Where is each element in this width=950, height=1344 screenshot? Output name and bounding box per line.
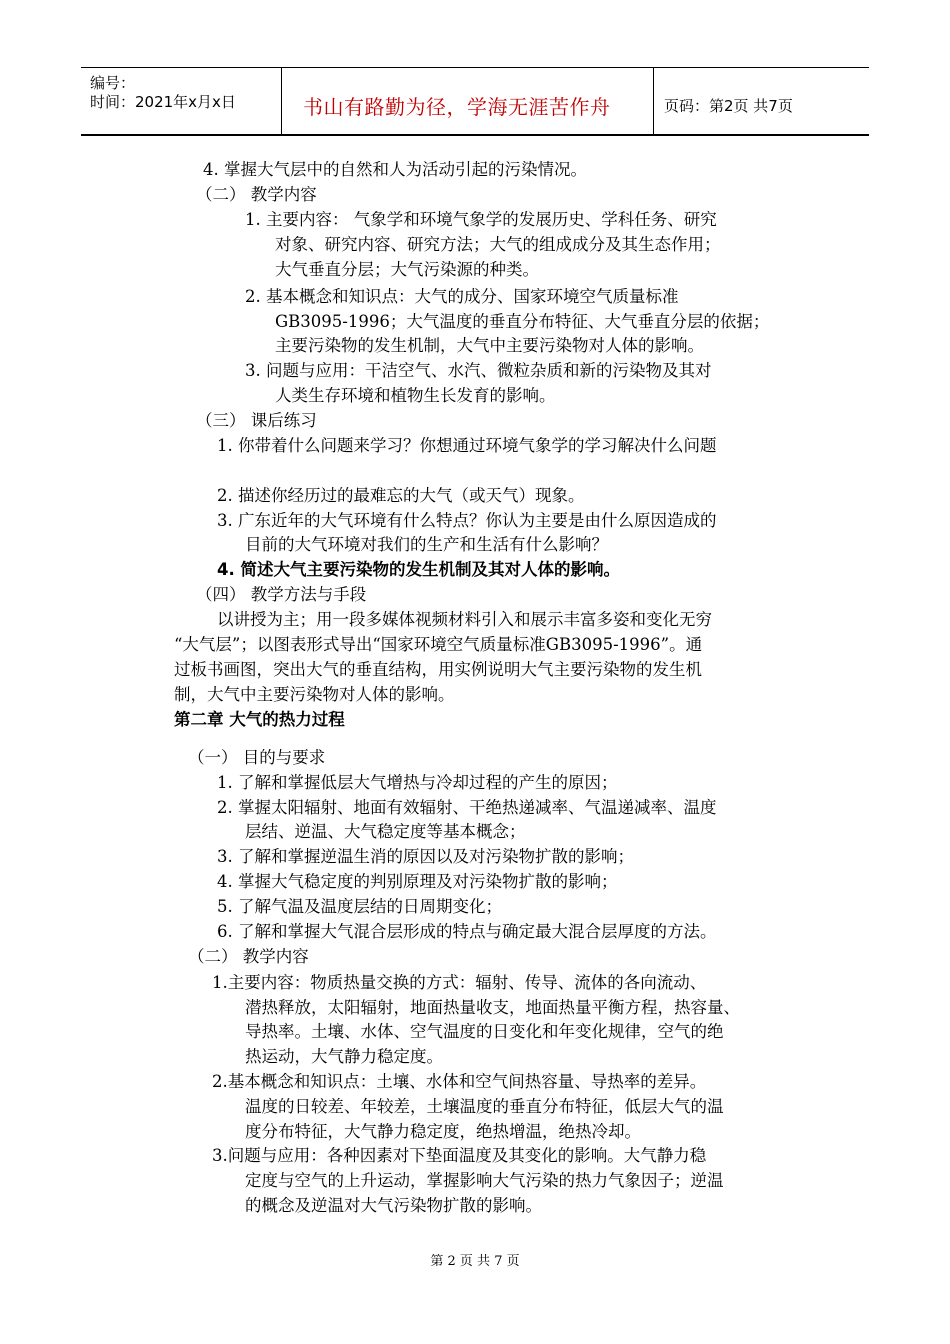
body-line: 2.基本概念和知识点：土壤、水体和空气间热容量、导热率的差异。 bbox=[212, 1072, 707, 1091]
header-divider-right bbox=[653, 67, 654, 135]
body-line: 过板书画图，突出大气的垂直结构，用实例说明大气主要污染物的发生机 bbox=[174, 660, 702, 679]
body-line: 3. 广东近年的大气环境有什么特点？你认为主要是由什么原因造成的 bbox=[217, 511, 717, 530]
body-line: 层结、逆温、大气稳定度等基本概念； bbox=[245, 822, 526, 841]
body-line: 5. 了解气温及温度层结的日周期变化； bbox=[217, 897, 502, 916]
header-divider-left bbox=[281, 67, 282, 135]
body-line: 4. 掌握大气稳定度的判别原理及对污染物扩散的影响； bbox=[217, 872, 618, 891]
body-line: 导热率。土壤、水体、空气温度的日变化和年变化规律，空气的绝 bbox=[245, 1022, 724, 1041]
page-footer: 第 2 页 共 7 页 bbox=[430, 1254, 520, 1269]
body-line: 6. 了解和掌握大气混合层形成的特点与确定最大混合层厚度的方法。 bbox=[217, 922, 717, 941]
body-line: 3. 了解和掌握逆温生消的原因以及对污染物扩散的影响； bbox=[217, 847, 634, 866]
header-table bbox=[81, 67, 869, 135]
body-line: 目前的大气环境对我们的生产和生活有什么影响？ bbox=[245, 535, 608, 554]
body-line: 热运动，大气静力稳定度。 bbox=[245, 1047, 443, 1066]
body-line: 定度与空气的上升运动，掌握影响大气污染的热力气象因子；逆温 bbox=[245, 1171, 724, 1190]
body-line: 1. 了解和掌握低层大气增热与冷却过程的产生的原因； bbox=[217, 773, 618, 792]
body-line: 的概念及逆温对大气污染物扩散的影响。 bbox=[245, 1196, 542, 1215]
body-line: 3.问题与应用：各种因素对下垫面温度及其变化的影响。大气静力稳 bbox=[212, 1146, 707, 1165]
body-line: 温度的日较差、年较差，土壤温度的垂直分布特征，低层大气的温 bbox=[245, 1097, 724, 1116]
body-line: 潜热释放，太阳辐射，地面热量收支，地面热量平衡方程，热容量、 bbox=[245, 998, 740, 1017]
header-bottom-rule bbox=[81, 134, 869, 136]
doc-number-label: 编号： bbox=[90, 74, 136, 92]
section-heading: （三） 课后练习 bbox=[196, 411, 317, 430]
section-heading: （四） 教学方法与手段 bbox=[196, 585, 367, 604]
body-line: 以讲授为主；用一段多媒体视频材料引入和展示丰富多姿和变化无穷 bbox=[217, 610, 712, 629]
body-line: 度分布特征，大气静力稳定度，绝热增温，绝热冷却。 bbox=[245, 1122, 641, 1141]
section-heading: （二） 教学内容 bbox=[196, 185, 317, 204]
body-line: 大气垂直分层；大气污染源的种类。 bbox=[275, 260, 539, 279]
body-line: 2. 基本概念和知识点：大气的成分、国家环境空气质量标准 bbox=[245, 287, 679, 306]
body-line: 2. 掌握太阳辐射、地面有效辐射、干绝热递减率、气温递减率、温度 bbox=[217, 798, 717, 817]
header-motto: 书山有路勤为径，学海无涯苦作舟 bbox=[303, 95, 611, 119]
body-line: 1. 你带着什么问题来学习？你想通过环境气象学的学习解决什么问题 bbox=[217, 436, 717, 455]
body-line: 1. 主要内容： 气象学和环境气象学的发展历史、学科任务、研究 bbox=[245, 210, 717, 229]
section-heading: （一） 目的与要求 bbox=[188, 748, 326, 767]
doc-date: 时间：2021年x月x日 bbox=[90, 93, 236, 111]
section-heading: （二） 教学内容 bbox=[188, 947, 309, 966]
header-top-rule bbox=[81, 67, 869, 68]
body-line: 1.主要内容：物质热量交换的方式：辐射、传导、流体的各向流动、 bbox=[212, 973, 707, 992]
body-line-bold: 4. 简述大气主要污染物的发生机制及其对人体的影响。 bbox=[217, 560, 620, 579]
body-line: 对象、研究内容、研究方法；大气的组成成分及其生态作用； bbox=[275, 235, 721, 254]
body-line: 主要污染物的发生机制，大气中主要污染物对人体的影响。 bbox=[275, 336, 704, 355]
body-line: “大气层”；以图表形式导出“国家环境空气质量标准GB3095-1996”。通 bbox=[174, 635, 703, 654]
body-line: 制，大气中主要污染物对人体的影响。 bbox=[174, 685, 455, 704]
body-line: 人类生存环境和植物生长发育的影响。 bbox=[275, 386, 556, 405]
body-line: 2. 描述你经历过的最难忘的大气（或天气）现象。 bbox=[217, 486, 585, 505]
body-line: 3. 问题与应用：干洁空气、水汽、微粒杂质和新的污染物及其对 bbox=[245, 361, 712, 380]
body-line: GB3095-1996；大气温度的垂直分布特征、大气垂直分层的依据； bbox=[275, 312, 770, 331]
page-indicator: 页码：第2页 共7页 bbox=[664, 97, 793, 115]
chapter-title: 第二章 大气的热力过程 bbox=[174, 710, 345, 729]
body-line: 4. 掌握大气层中的自然和人为活动引起的污染情况。 bbox=[203, 160, 587, 179]
